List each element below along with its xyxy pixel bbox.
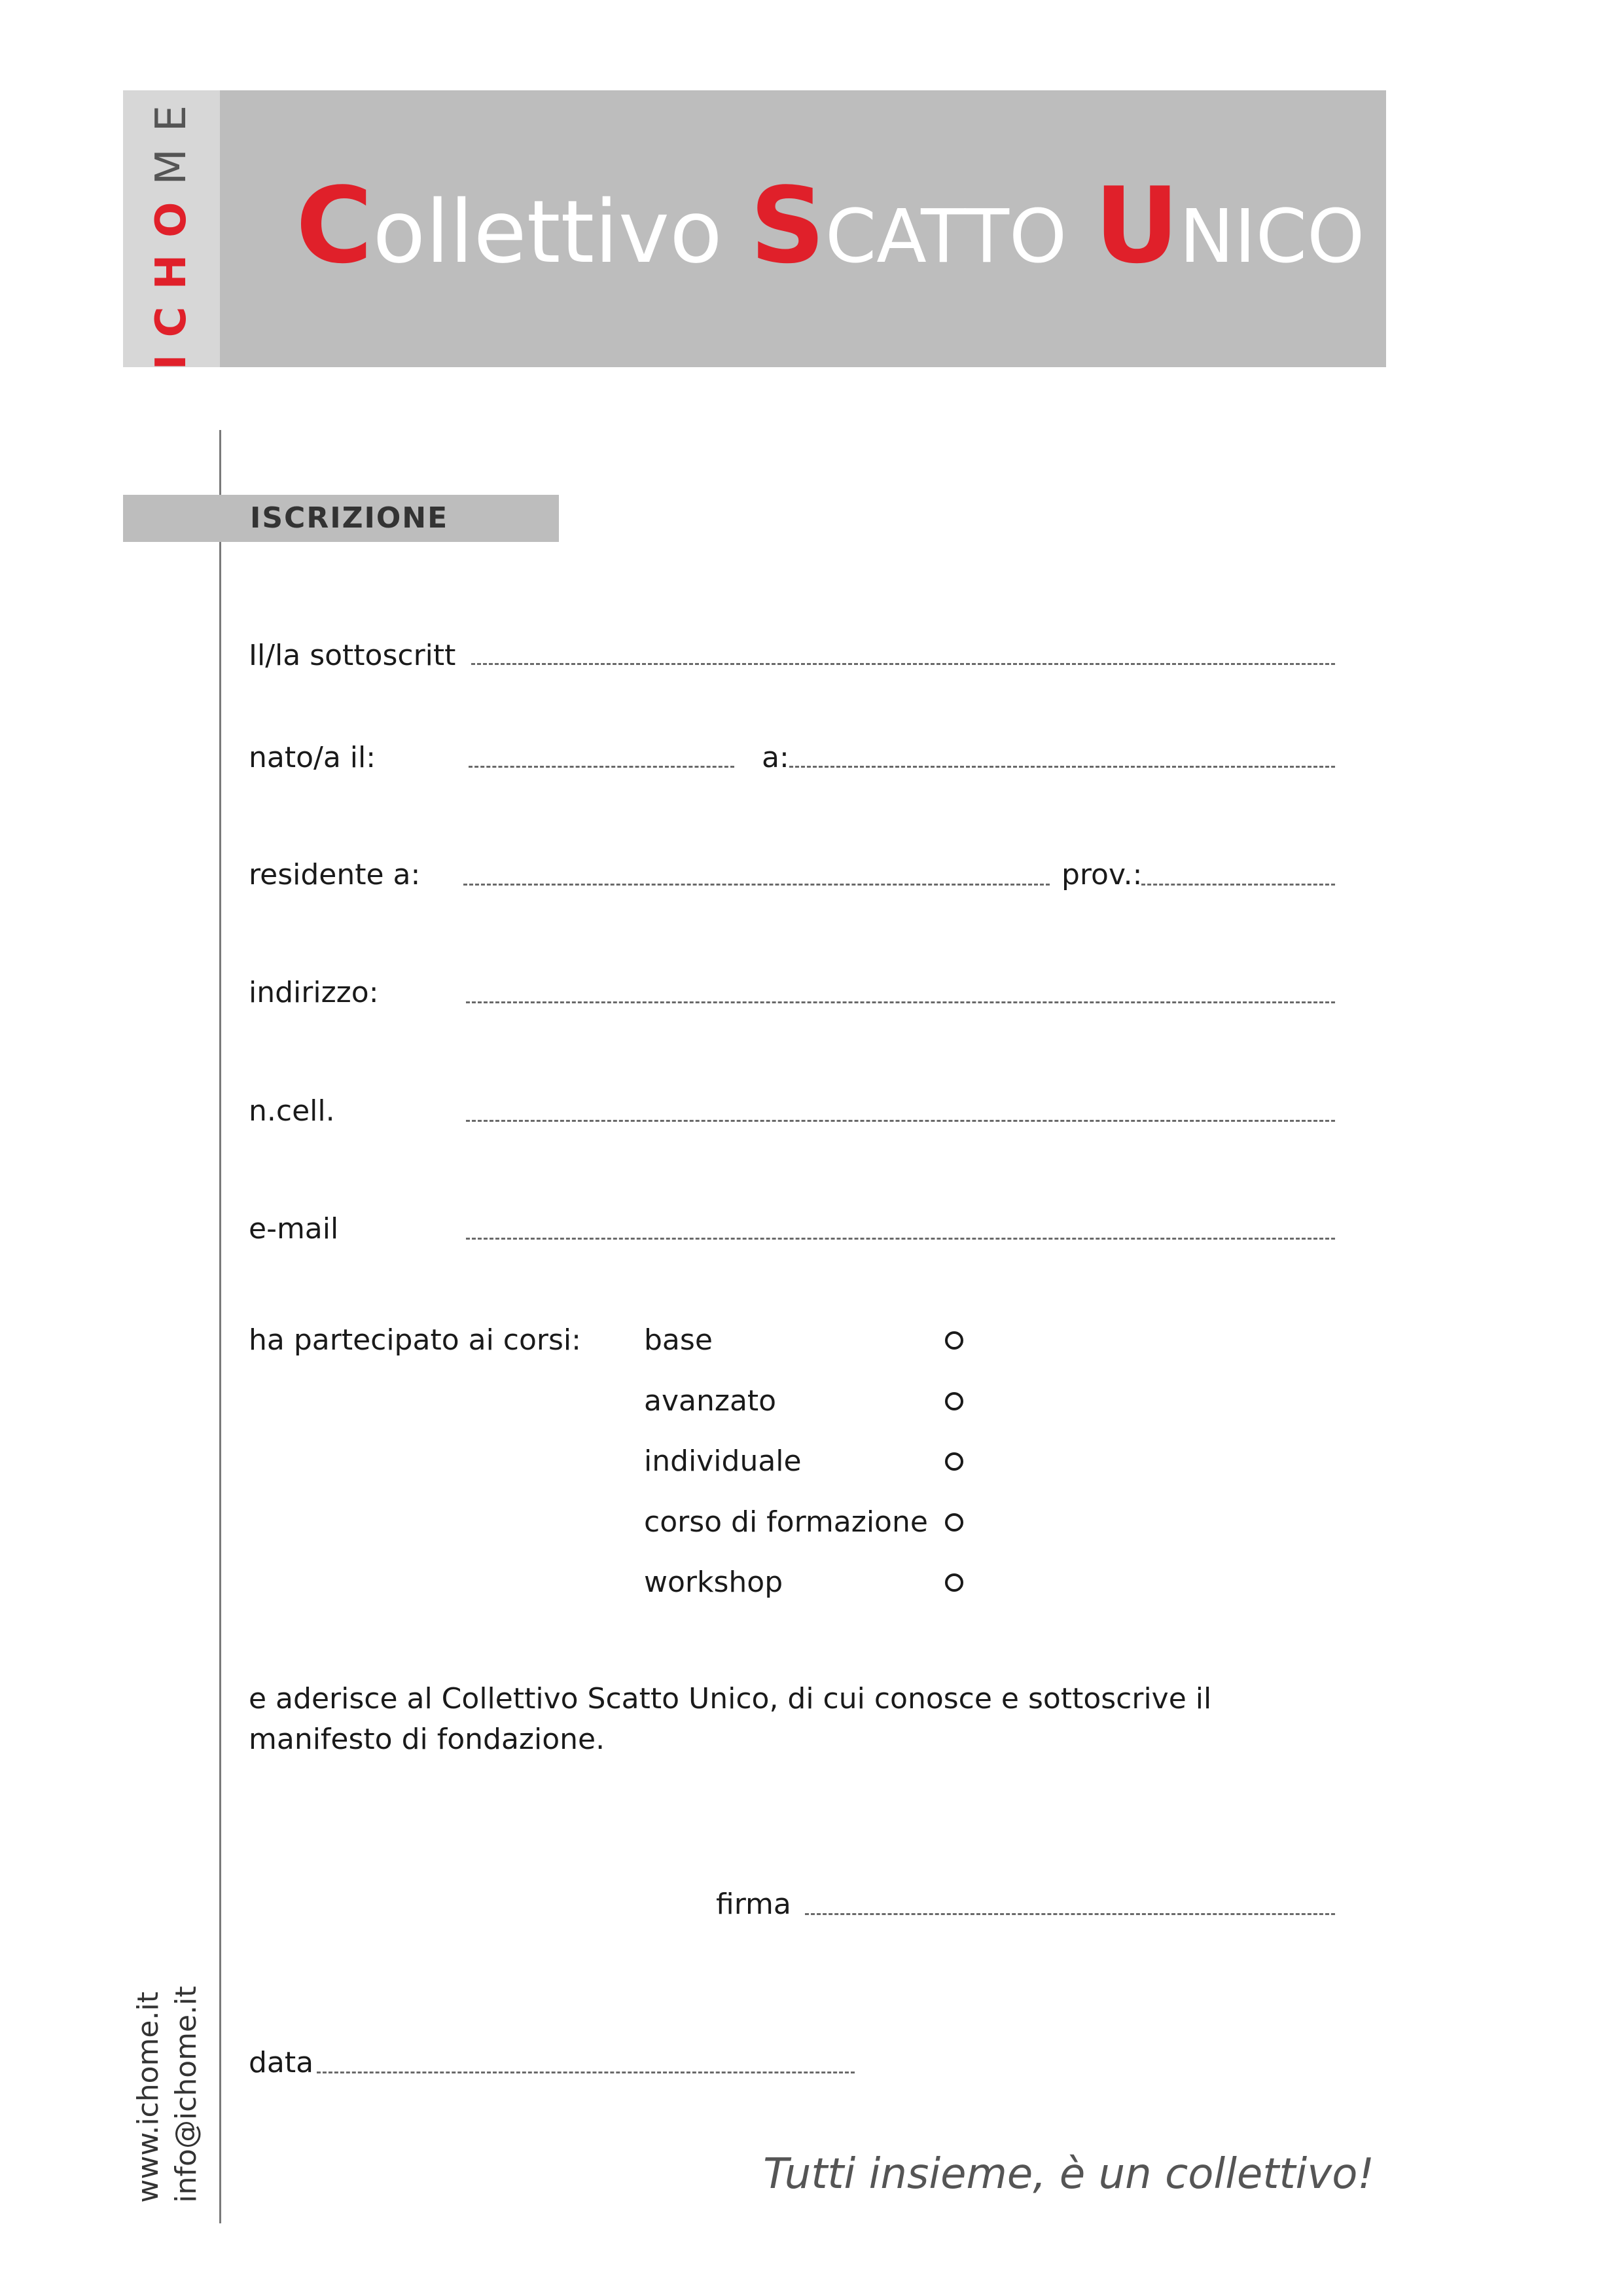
date-label: data [249, 2046, 314, 2079]
courses-label: ha partecipato ai corsi: [249, 1323, 581, 1357]
course-individuale-radio[interactable] [945, 1452, 963, 1471]
email-link[interactable]: info@ichome.it [169, 1986, 203, 2203]
phone-field[interactable] [466, 1120, 1335, 1122]
course-individuale-label: individuale [644, 1444, 802, 1478]
course-base-radio[interactable] [945, 1331, 963, 1350]
course-base-label: base [644, 1323, 713, 1357]
course-workshop-radio[interactable] [945, 1573, 963, 1592]
birthplace-field[interactable] [789, 766, 1335, 768]
motto: Tutti insieme, è un collettivo! [763, 2150, 1374, 2198]
signature-field[interactable] [805, 1913, 1335, 1915]
section-title: ISCRIZIONE [250, 501, 449, 535]
course-formazione-radio[interactable] [945, 1513, 963, 1532]
email-label: e-mail [249, 1212, 339, 1246]
sottoscritto-field[interactable] [471, 663, 1335, 665]
province-label: prov.: [1061, 858, 1143, 891]
email-field[interactable] [466, 1238, 1335, 1240]
birthplace-label: a: [762, 741, 789, 774]
birthdate-label: nato/a il: [249, 741, 376, 774]
residence-label: residente a: [249, 858, 421, 891]
sottoscritto-label: Il/la sottoscritt [249, 639, 456, 672]
website-link[interactable]: www.ichome.it [132, 1992, 165, 2203]
date-field[interactable] [317, 2072, 855, 2073]
vertical-divider [219, 430, 221, 2223]
course-avanzato-label: avanzato [644, 1384, 777, 1418]
address-field[interactable] [466, 1001, 1335, 1003]
address-label: indirizzo: [249, 976, 379, 1009]
course-avanzato-radio[interactable] [945, 1392, 963, 1410]
province-field[interactable] [1141, 884, 1335, 886]
course-workshop-label: workshop [644, 1566, 783, 1599]
birthdate-field[interactable] [469, 766, 734, 768]
phone-label: n.cell. [249, 1094, 335, 1128]
page-title: Collettivo SCATTO UNICO [296, 164, 1365, 287]
signature-label: firma [716, 1888, 791, 1921]
residence-field[interactable] [463, 884, 1050, 886]
course-formazione-label: corso di formazione [644, 1505, 928, 1539]
statement-text: e aderisce al Collettivo Scatto Unico, di cui conosce e sottoscrive il manifesto di fondazione. [249, 1682, 1212, 1756]
logo: ICHOME [147, 88, 196, 370]
contact-links [130, 1986, 205, 2202]
